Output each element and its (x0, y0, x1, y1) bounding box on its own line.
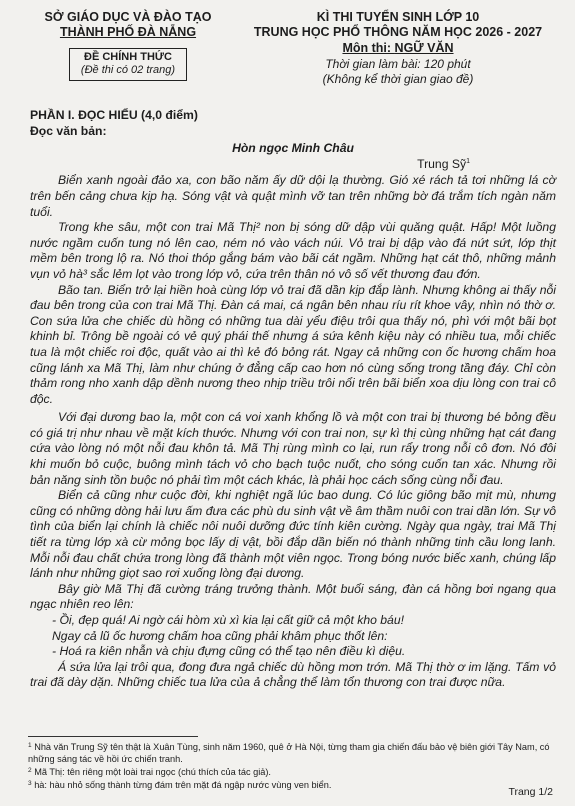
footnote-text: Mã Thị: tên riêng một loài trai ngọc (chú thích của tác giả). (34, 767, 271, 777)
story-title: Hòn ngọc Minh Châu (232, 141, 354, 156)
exam-duration: Thời gian làm bài: 120 phút (325, 57, 471, 71)
subject-label: Môn thi: (342, 41, 395, 55)
official-stamp-box (69, 48, 187, 81)
city-name: THÀNH PHỐ ĐÀ NẴNG (59, 25, 197, 39)
department-name: SỞ GIÁO DỤC VÀ ĐÀO TẠO (44, 10, 212, 24)
section-heading: PHẦN I. ĐỌC HIỂU (4,0 điểm) (30, 108, 198, 122)
story-paragraph: Biển xanh ngoài đảo xa, con bão năm ấy dữ dội lạ thường. Gió xé rách tả tơi những lá cờ trên bến cảng chưa kịp hạ. Sóng vật và quật mình vỡ tan trên những bờ đá trắm tích ngàn năm tuổi. (30, 173, 556, 219)
footnote-mark: 3 (28, 780, 32, 787)
story-paragraph: Bây giờ Mã Thị đã cường tráng trưởng thành. Một buổi sáng, đàn cá hồng bơi ngang qua ngạc nhiên reo lên: (30, 581, 556, 612)
story-paragraph: Với đại dương bao la, một con cá voi xanh khổng lồ và một con trai bị thương bé bỏng đều có giá trị như nhau về mặt kích thước. Nhưng với con trai non, sự kì thị cùng những hạt cát đang cứa vào lòng nó một nỗi đau khôn tả. Mã Thị rùng mình co lại, run rẩy trong nỗi cô đơn. Nó đôi khi muốn bỏ cuộc, buông mình tách vỏ cho bạch tuộc nuốt, cho sóng cuốn tan xác. Nhưng rồi bản năng sinh tồn buộc nó phải tìm một cách khác, là phải học cách sống cùng nỗi đau. (30, 410, 556, 487)
footnote-mark: 2 (28, 767, 32, 774)
story-paragraph: Bão tan. Biển trở lại hiền hoà cùng lớp vỏ trai đã dần kịp đắp lành. Nhưng không ai thấy nỗi đau bên trong của con trai Mã Thị. Đàn cá mai, cá ngân bên nhau ríu rít khoe vây, nhìn nó thờ ơ. Con sứa lửa che chiếc dù hồng có những tua dài yểu điệu trôi qua thấy nó, phì với một bãi bọt khinh bỉ. Trông bề ngoài có vẻ quý phái thế nhưng á sứa kênh kiệu này có nhiều tua, mỗi chiếc tua là một chiếc roi độc, quất vào ai thì kẻ đó bỏng rát. Ngay cả những con ốc hương chấm hoa cũng lánh xa Mã Thị, làm như chúng ở đẳng cấp cao hơn nó cùng sống trong tầng đáy. Chỉ còn thảm rong nho xanh dập dềnh nương theo nhịp triều trôi nổi trên bãi biển xoa dịu lòng con trai cô độc. (30, 282, 556, 406)
exam-school-year: TRUNG HỌC PHỔ THÔNG NĂM HỌC 2026 - 2027 (253, 25, 543, 39)
footnote (28, 765, 558, 778)
subject-name: NGỮ VĂN (394, 41, 454, 55)
footnote-text: Nhà văn Trung Sỹ tên thật là Xuân Tùng, sinh năm 1960, quê ở Hà Nội, từng tham gia chiến đấu bảo vệ biên giới Tây Nam, có những sáng tác về hồi ức chiến tranh. (28, 742, 550, 764)
dialogue-line: - Ồi, đẹp quá! Ai ngờ cái hòm xù xì kia lại cất giữ cả một kho báu! (52, 613, 404, 627)
author-footnote-mark: 1 (466, 157, 470, 165)
dialogue-line: Ngay cả lũ ốc hương chấm hoa cũng phải khâm phục thốt lên: (52, 628, 388, 643)
footnote-mark: 1 (28, 742, 32, 749)
issuer-block (28, 10, 228, 81)
section-instruction: Đọc văn bản: (30, 123, 107, 138)
footnotes (28, 740, 558, 791)
subject-line (238, 40, 558, 57)
page-number: Trang 1/2 (508, 786, 553, 798)
footnote-text: hà: hàu nhỏ sống thành từng đám trên mặt đá ngập nước vùng ven biển. (34, 780, 332, 790)
official-label: ĐỀ CHÍNH THỨC (84, 51, 172, 63)
story-closing-paragraph: Á sứa lửa lại trôi qua, đong đưa ngả chiếc dù hồng mơn trớn. Mã Thị thờ ơ im lặng. Tấm vỏ trai đã dày dặn. Những chiếc tua lửa của ả chẳng thể làm tổn thương con trai được nữa. (30, 659, 556, 690)
footnote-divider (28, 736, 198, 737)
exam-title: KÌ THI TUYỂN SINH LỚP 10 (316, 10, 480, 24)
story-author: Trung Sỹ (417, 156, 467, 171)
footnote (28, 740, 558, 765)
story-paragraph: Trong khe sâu, một con trai Mã Thị² non bị sóng dữ dập vùi quăng quật. Hấp! Một luồng nước ngầm cuốn tung nó lên cao, ném nó vào vách núi. Vỏ trai bị dập vào đá nứt sứt, lớp thịt mềm bên trong lộ ra. Nó thoi thóp gắng bám vào bãi cát ngầm. Những hạt cát thô, những mảnh vụn vỏ hà³ sắc lẻm lọt vào trong lớp vỏ, cứa trên thân nó vô số vết thương đau đớn. (30, 220, 556, 281)
page-count-note: (Đề thi có 02 trang) (80, 64, 176, 76)
reading-section (30, 108, 556, 691)
exam-info-block (238, 10, 558, 87)
dialogue-line: - Hoá ra kiên nhẫn và chịu đựng cũng có thể tạo nên điều kì diệu. (52, 644, 406, 659)
story-paragraph: Biển cả cũng như cuộc đời, khi nghiệt ngã lúc bao dung. Có lúc giông bão mịt mù, nhưng cũng có những dòng hải lưu ấm đưa các phù du sinh vật về âm thầm nuôi con trai dần lớn. Sự vô tình của biển lại chính là chiếc nôi nuôi dưỡng đức tính kiên cường. Ngày qua ngày, trai Mã Thị tiết ra từng lớp xà cừ mỏng bọc lấy dị vật, bồi đắp dần biến nó thành những tinh cầu long lanh. Mỗi nỗi đau chất chứa trong lòng đã thành một viên ngọc. Trong bóng nước biếc xanh, chúng lấp lánh như những giọt sao rơi xuống lòng đại dương. (30, 488, 556, 581)
story-author-line (30, 157, 470, 173)
footnote (28, 778, 558, 791)
exam-duration-note: (Không kể thời gian giao đề) (322, 72, 474, 86)
